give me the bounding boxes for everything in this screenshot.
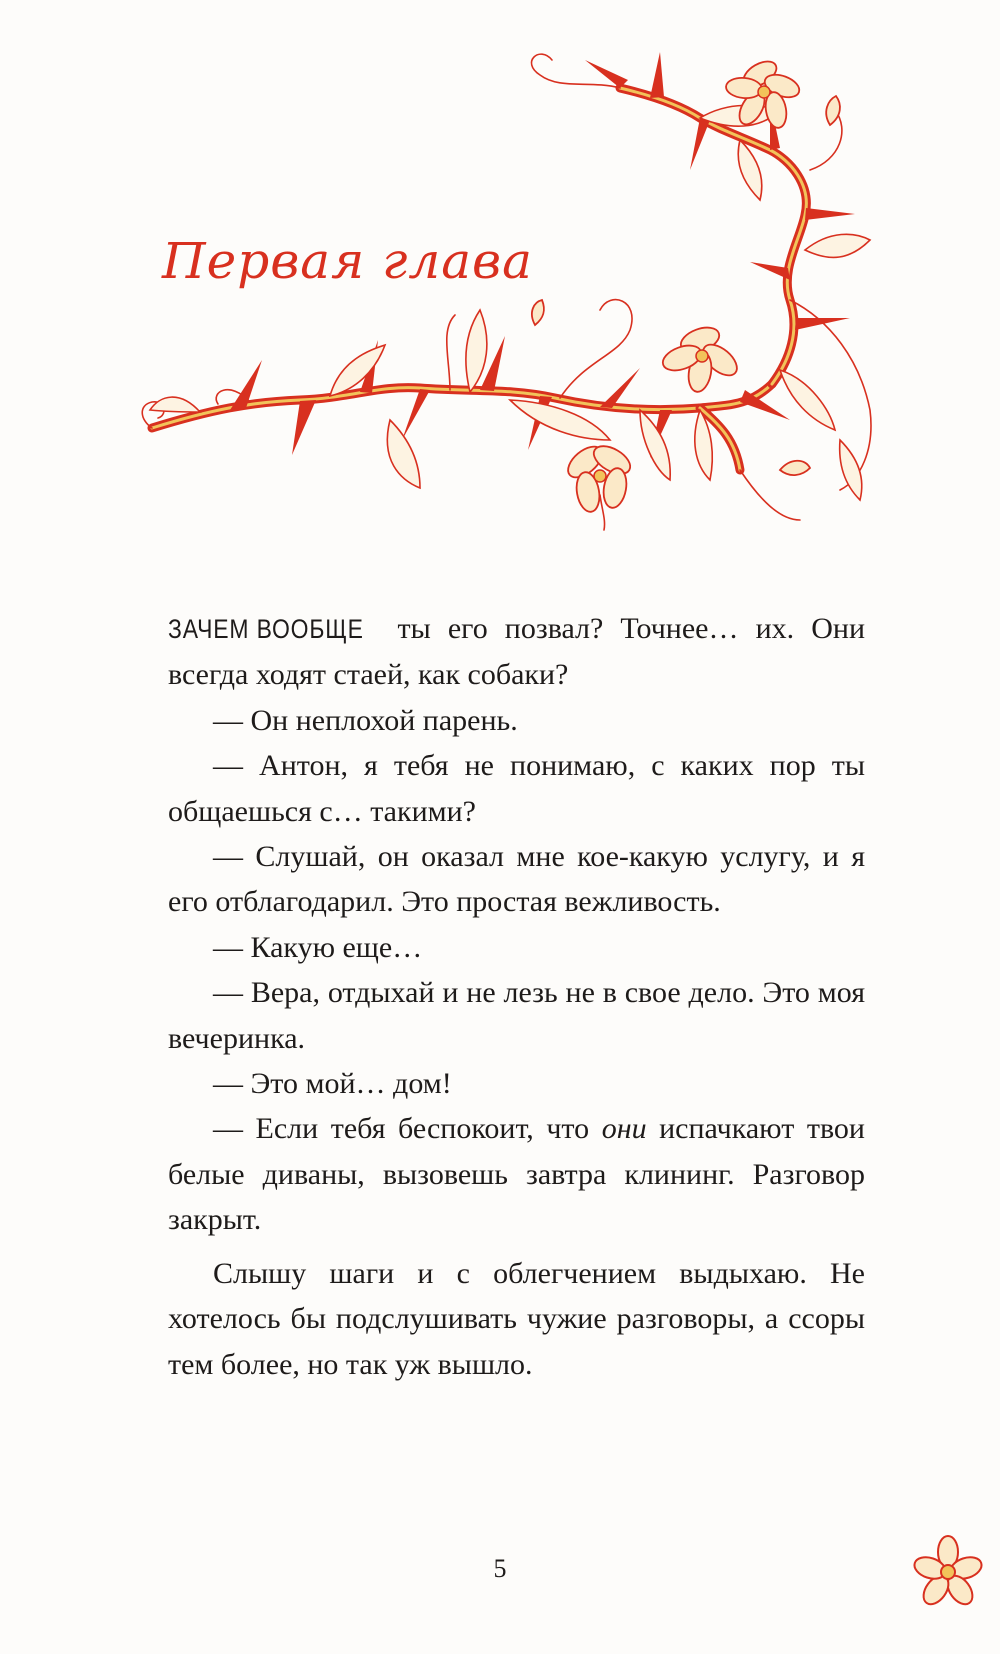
paragraph-2: — Он неплохой парень. <box>213 703 518 737</box>
page-number: 5 <box>493 1554 507 1583</box>
paragraph-7: — Это мой… дом! <box>213 1067 452 1101</box>
chapter-title: Первая глава <box>162 232 533 290</box>
paragraph-6: — Вера, отдыхай и не лезь не в свое дело. Это моя вечеринка. <box>168 976 865 1055</box>
paragraph-4: — Слушай, он оказал мне кое-какую услугу, и я его отблагодарил. Это простая вежливость. <box>168 840 865 919</box>
corner-flower-icon <box>908 1530 988 1610</box>
flower-bottom-icon <box>563 440 635 530</box>
drop-caps-lead: ЗАЧЕМ ВООБЩЕ <box>168 614 364 644</box>
paragraph-1 <box>168 606 865 698</box>
thorny-vine-ornament <box>0 0 1000 600</box>
paragraph-8-after: испачкают твои белые диваны, вызовешь завтра клининг. Разговор закрыт. <box>168 1112 865 1237</box>
paragraph-9: Слышу шаги и с облегчением выдыхаю. Не хотелось бы подслушивать чужие разговоры, а ссоры тем более, но так уж вышло. <box>168 1256 865 1381</box>
paragraph-8-italic: они <box>601 1112 647 1146</box>
paragraph-5: — Какую еще… <box>213 930 423 964</box>
paragraph-8-before: — Если тебя беспокоит, что <box>213 1112 602 1146</box>
paragraph-3: — Антон, я тебя не понимаю, с каких пор ты общаешься с… такими? <box>168 749 865 828</box>
chapter-text <box>168 606 865 1387</box>
paragraph-1-text: ты его позвал? Точнее… их. Они всегда ходят стаей, как собаки? <box>168 612 865 692</box>
flower-middle-icon <box>659 323 742 394</box>
paragraph-8 <box>168 1106 865 1242</box>
